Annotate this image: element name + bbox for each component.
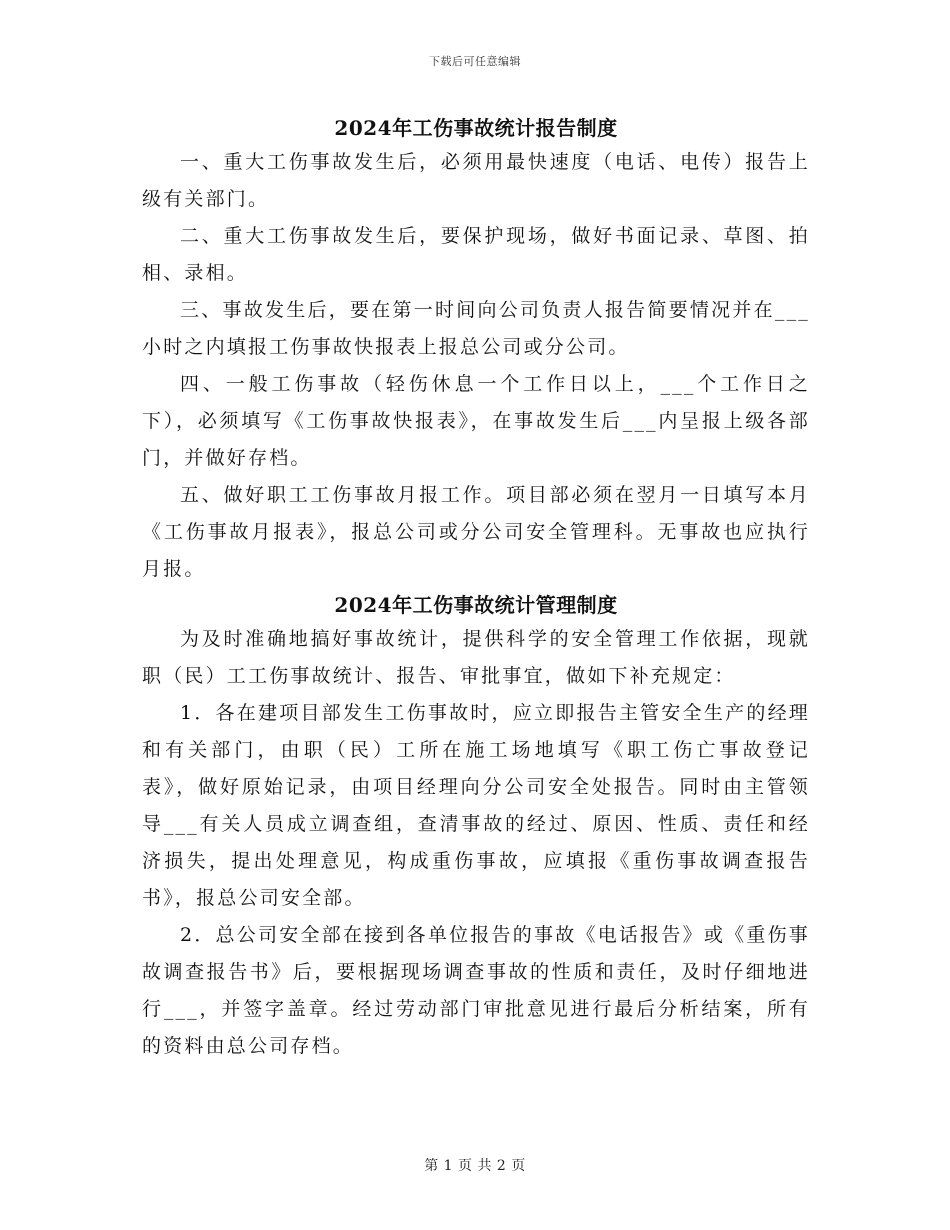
section-1-paragraph-5: 五、做好职工工伤事故月报工作。项目部必须在翌月一日填写本月《工伤事故月报表》，报总公司或分公司安全管理科。无事故也应执行月报。 [142, 484, 810, 580]
section-1-paragraph-2: 二、重大工伤事故发生后，要保护现场，做好书面记录、草图、拍相、录相。 [142, 225, 810, 284]
section-1-title: 2024年工伤事故统计报告制度 [334, 116, 618, 140]
section-2-paragraph-3: 2．总公司安全部在接到各单位报告的事故《电话报告》或《重伤事故调查报告书》后，要根据现场调查事故的性质和责任，及时仔细地进行___，并签字盖章。经过劳动部门审批意见进行最后分析结案，所有的资料由总公司存档。 [142, 924, 810, 1057]
document-body [142, 112, 810, 1065]
section-2-paragraph-1: 为及时准确地搞好事故统计，提供科学的安全管理工作依据，现就职（民）工工伤事故统计、报告、审批事宜，做如下补充规定： [142, 628, 810, 687]
section-2-paragraph-2: 1．各在建项目部发生工伤事故时，应立即报告主管安全生产的经理和有关部门，由职（民）工所在施工场地填写《职工伤亡事故登记表》，做好原始记录，由项目经理向分公司安全处报告。同时由主管领导___有关人员成立调查组，查清事故的经过、原因、性质、责任和经济损失，提出处理意见，构成重伤事故，应填报《重伤事故调查报告书》，报总公司安全部。 [142, 702, 810, 909]
page-header-note: 下载后可任意编辑 [429, 55, 521, 68]
section-2-title: 2024年工伤事故统计管理制度 [334, 593, 618, 617]
section-1-paragraph-1: 一、重大工伤事故发生后，必须用最快速度（电话、电传）报告上级有关部门。 [142, 151, 810, 210]
section-1-paragraph-4: 四、一般工伤事故（轻伤休息一个工作日以上，___个工作日之下），必须填写《工伤事故快报表》，在事故发生后___内呈报上级各部门，并做好存档。 [142, 373, 810, 469]
section-1-paragraph-3: 三、事故发生后，要在第一时间向公司负责人报告简要情况并在___小时之内填报工伤事故快报表上报总公司或分公司。 [142, 299, 810, 358]
page-number: 第 1 页 共 2 页 [424, 1158, 526, 1174]
